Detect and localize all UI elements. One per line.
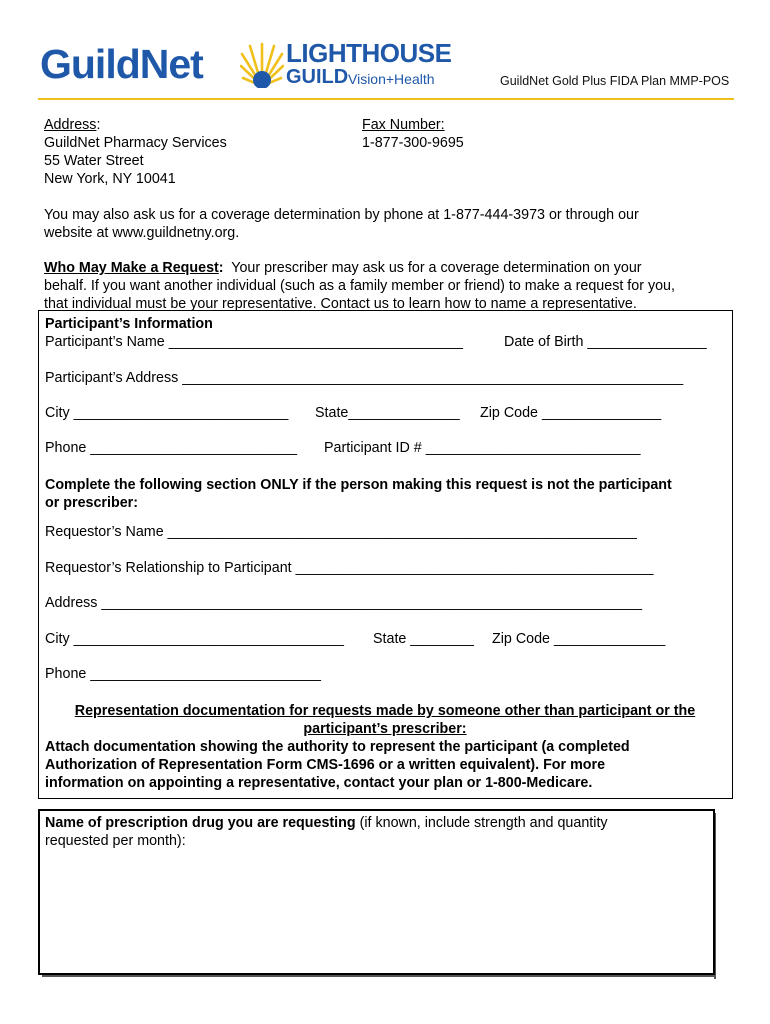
who-may-heading: Who May Make a Request (44, 260, 219, 276)
fax-number: 1-877-300-9695 (362, 135, 464, 151)
participant-city-field[interactable]: City ___________________________ (45, 405, 289, 421)
who-may-colon: : (218, 260, 224, 276)
who-may-line-2: behalf. If you want another individual (such as a family member or friend) to make a request for you, (44, 278, 675, 294)
sun-logo-icon (240, 40, 284, 88)
drug-label-bold: Name of prescription drug you are requesting (45, 815, 356, 831)
representation-heading-line-2: participant’s prescriber: (303, 721, 467, 737)
address-line-3: New York, NY 10041 (44, 171, 176, 187)
requestor-heading-line-1: Complete the following section ONLY if the person making this request is not the participant (45, 477, 672, 493)
representation-body-line-2: Authorization of Representation Form CMS-1696 or a written equivalent). For more (45, 757, 606, 773)
representation-heading-line-1: Representation documentation for requests made by someone other than participant or the (74, 703, 696, 719)
participant-heading: Participant’s Information (45, 316, 213, 332)
drug-label-rest: (if known, include strength and quantity (355, 815, 608, 831)
plan-name: GuildNet Gold Plus FIDA Plan MMP-POS (500, 74, 730, 88)
participant-state-field[interactable]: State______________ (315, 405, 460, 421)
requestor-heading-line-2: or prescriber: (45, 495, 138, 511)
requestor-state-field[interactable]: State ________ (373, 631, 474, 647)
representation-body-line-3: information on appointing a representative, contact your plan or 1-800-Medicare. (45, 775, 593, 791)
representation-body-line-1: Attach documentation showing the authority to represent the participant (a completed (45, 739, 630, 755)
participant-id-field[interactable]: Participant ID # ___________________________ (324, 440, 641, 456)
lighthouse-logo-text: LIGHTHOUSE (286, 38, 452, 68)
vision-health-logo-text: Vision+Health (348, 71, 435, 87)
drug-label-line-2: requested per month): (45, 833, 186, 849)
who-may-text-1: Your prescriber may ask us for a coverage determination on your (223, 260, 642, 276)
who-may-line-3: that individual must be your representative. Contact us to learn how to name a representative. (44, 296, 637, 312)
requestor-zip-field[interactable]: Zip Code ______________ (492, 631, 666, 647)
header-divider (38, 98, 734, 100)
address-label-line (44, 117, 100, 135)
requestor-relationship-field[interactable]: Requestor’s Relationship to Participant _____________________________________________ (45, 560, 654, 576)
address-label: Address (44, 117, 97, 133)
date-of-birth-field[interactable]: Date of Birth _______________ (504, 334, 707, 350)
participant-zip-field[interactable]: Zip Code _______________ (480, 405, 662, 421)
address-colon: : (96, 117, 101, 133)
drug-label-line-1 (45, 815, 608, 833)
phone-info-line-2: website at www.guildnetny.org. (44, 225, 240, 241)
phone-info-line-1: You may also ask us for a coverage determination by phone at 1-877-444-3973 or through our (44, 207, 639, 223)
participant-phone-field[interactable]: Phone __________________________ (45, 440, 298, 456)
address-line-2: 55 Water Street (44, 153, 144, 169)
participant-name-field[interactable]: Participant’s Name _____________________________________ (45, 334, 463, 350)
guild-logo-text: GUILD (286, 66, 349, 88)
who-may-line-1 (44, 260, 642, 278)
requestor-phone-field[interactable]: Phone _____________________________ (45, 666, 321, 682)
participant-address-field[interactable]: Participant’s Address _______________________________________________________________ (45, 370, 684, 386)
guildnet-logo: GuildNet (40, 41, 203, 87)
requestor-city-field[interactable]: City __________________________________ (45, 631, 344, 647)
requestor-address-field[interactable]: Address ____________________________________________________________________ (45, 595, 643, 611)
fax-label: Fax Number: (362, 117, 445, 133)
address-line-1: GuildNet Pharmacy Services (44, 135, 227, 151)
requestor-name-field[interactable]: Requestor’s Name ___________________________________________________________ (45, 524, 637, 540)
